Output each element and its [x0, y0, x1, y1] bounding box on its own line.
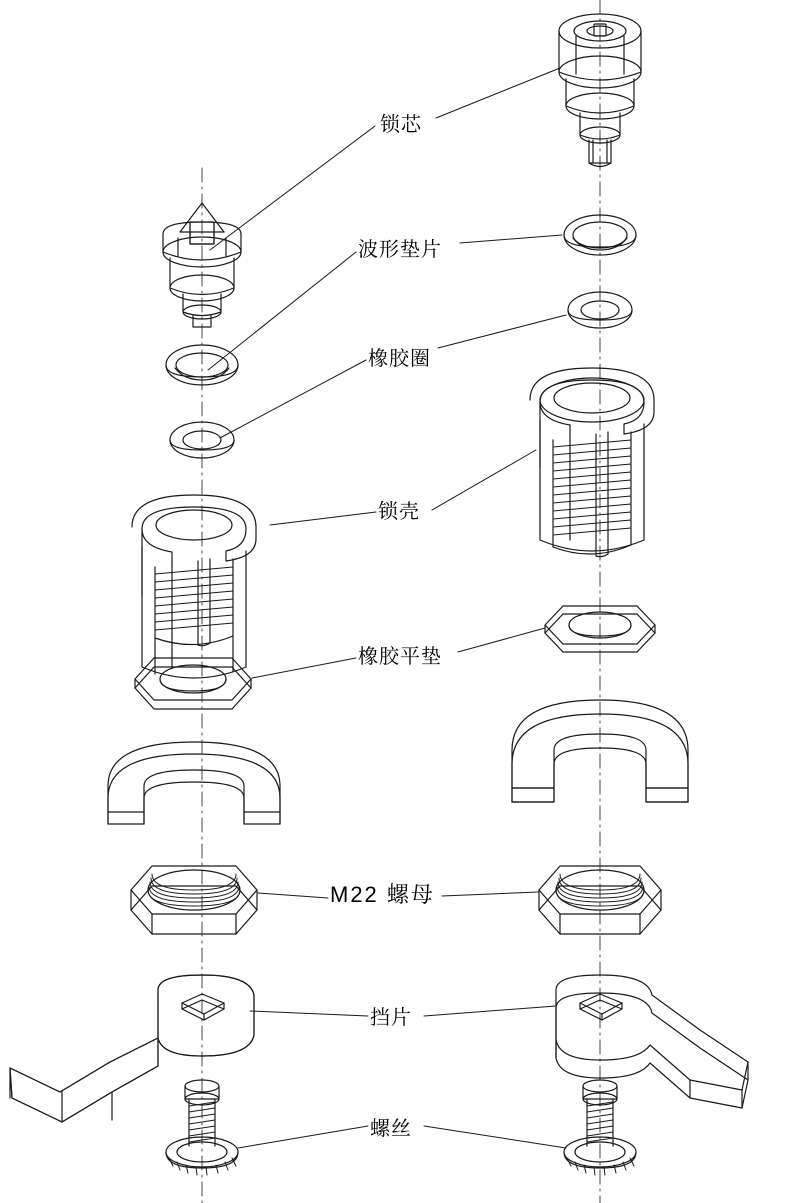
rubber-flat-pad-left: [135, 658, 251, 709]
label-rubber-ring: 橡胶圈: [368, 348, 431, 370]
m22-nut-left: [131, 866, 257, 934]
saddle-clip-left: [108, 742, 280, 824]
label-m22-nut: M22 螺母: [330, 882, 435, 907]
label-stop-plate: 挡片: [370, 1007, 412, 1029]
stop-plate-left: [10, 975, 254, 1122]
label-lock-core: 锁芯: [380, 114, 422, 136]
label-screw: 螺丝: [370, 1118, 412, 1140]
lock-shell-left: [132, 495, 256, 678]
label-wave-washer: 波形垫片: [358, 239, 442, 261]
leader-lines: [208, 68, 566, 1148]
label-rubber-flat-pad: 橡胶平垫: [358, 646, 442, 668]
label-lock-shell: 锁壳: [378, 501, 420, 523]
lock-shell-right: [530, 368, 654, 557]
